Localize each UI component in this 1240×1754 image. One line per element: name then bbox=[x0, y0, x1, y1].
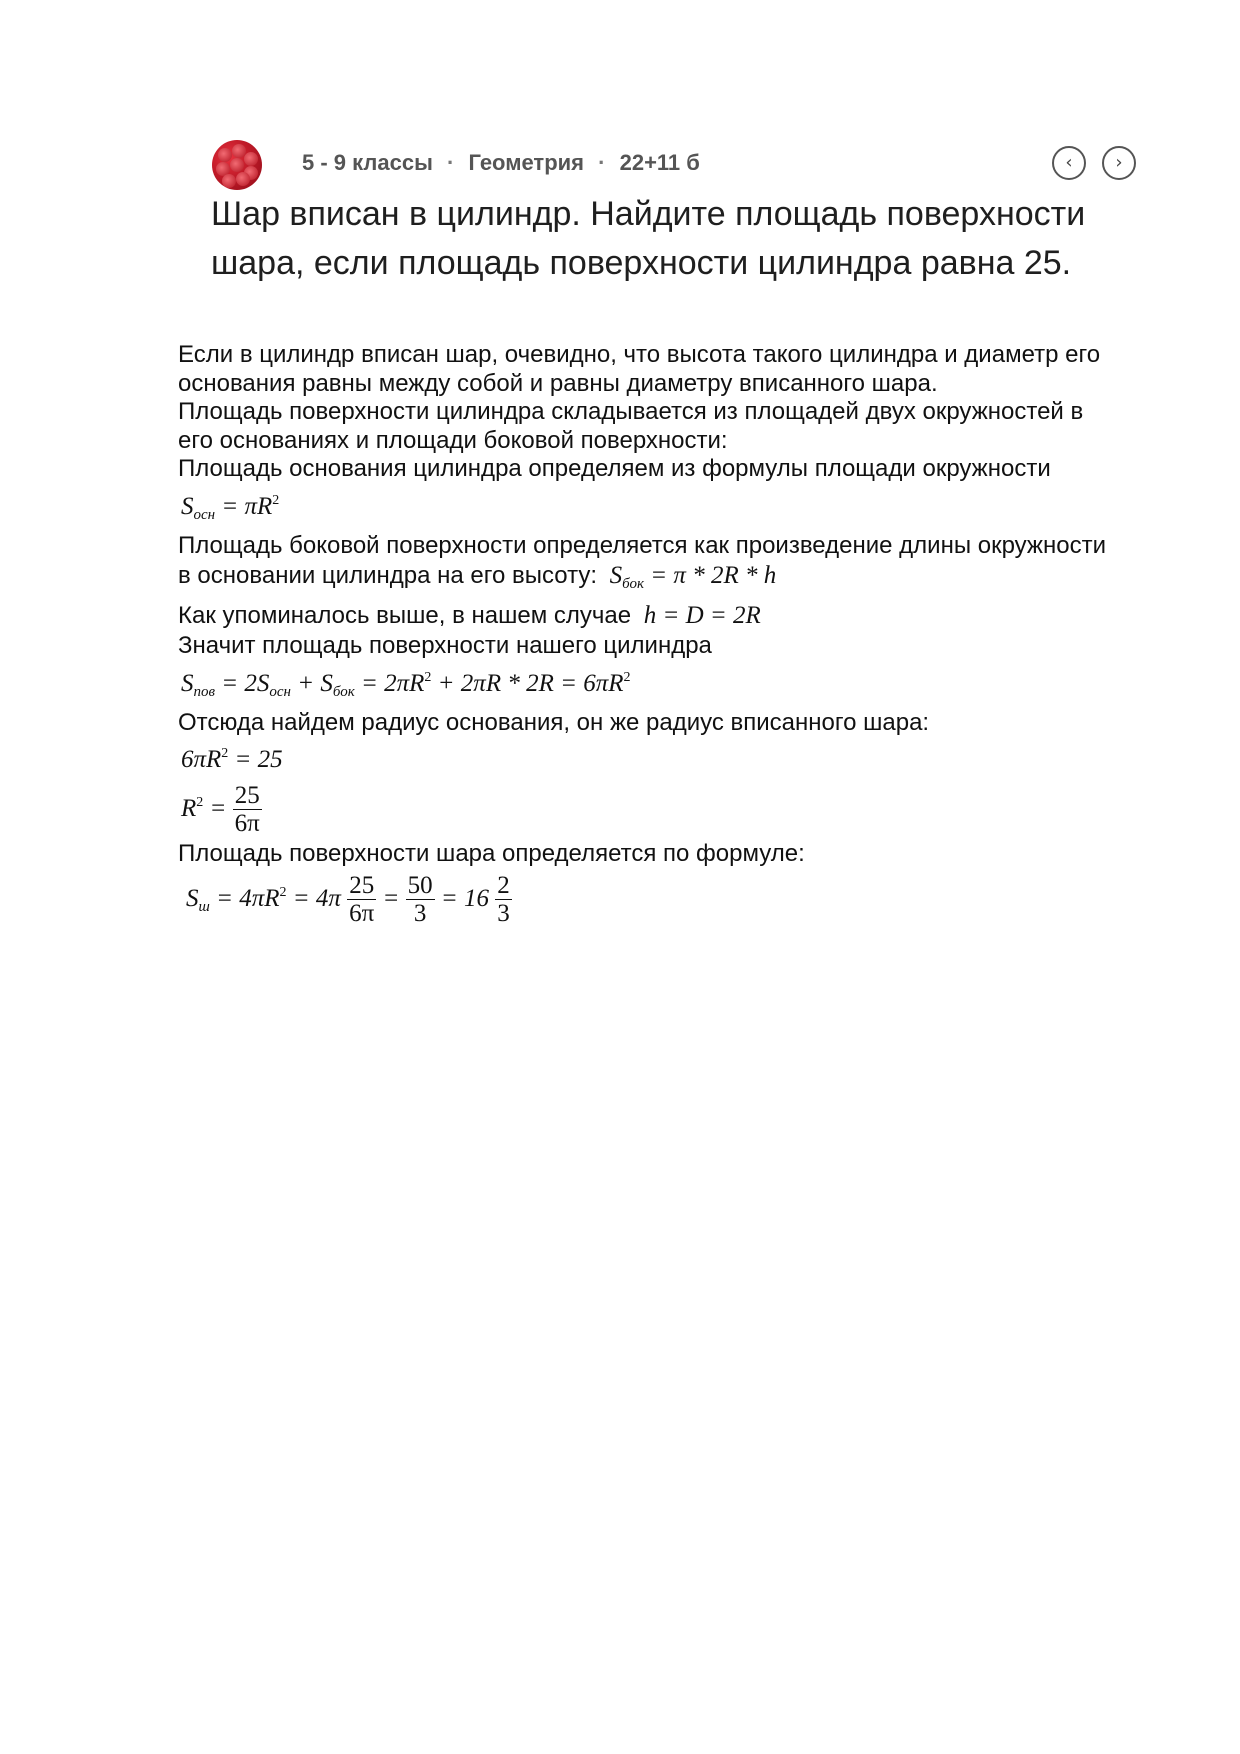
chevron-left-icon: ‹ bbox=[1065, 152, 1073, 173]
answer-text-with-formula: Как упоминалось выше, в нашем случае h = D = 2R bbox=[178, 602, 761, 629]
points-badge: 22+11 б bbox=[619, 150, 700, 175]
chevron-right-icon: › bbox=[1115, 152, 1123, 173]
meta-separator: · bbox=[447, 150, 455, 175]
formula-lateral-area: $S_{бок} = \pi * 2R * h$ bbox=[609, 562, 777, 592]
answer-text: Площадь поверхности цилиндра складывается из площадей двух окружностей в bbox=[178, 398, 1084, 425]
answer-text: Отсюда найдем радиус основания, он же радиус вписанного шара: bbox=[178, 708, 930, 736]
next-question-button[interactable] bbox=[1102, 146, 1136, 180]
grade-link[interactable]: 5 - 9 классы bbox=[302, 150, 433, 175]
answer-text-with-formula: в основании цилиндра на его высоту: $S_{бок} = \pi * 2R * h$ bbox=[178, 562, 777, 592]
answer-text: его основаниях и площади боковой поверхности: bbox=[178, 426, 728, 454]
formula-sphere-surface: $S_ш = 4\pi R^2 = 4\pi$ $\frac{25}{6\pi}$ = $\frac{50}{3}$ = 16 $\frac{2}{3}$ bbox=[186, 871, 510, 927]
formula-equation: $6\pi R^2 = 25$ bbox=[181, 746, 283, 773]
answer-text: Если в цилиндр вписан шар, очевидно, что высота такого цилиндра и диаметр его bbox=[178, 341, 1101, 368]
fraction: $\frac{2}{3}$ bbox=[497, 871, 510, 927]
previous-question-button[interactable] bbox=[1052, 146, 1086, 180]
answer-body bbox=[178, 341, 1178, 928]
formula-radius-squared: $R^2$ = $\frac{25}{6\pi}$ bbox=[181, 782, 260, 837]
answer-text: Площадь боковой поверхности определяется как произведение длины окружности bbox=[178, 531, 1106, 559]
fraction: $\frac{50}{3}$ bbox=[407, 871, 433, 927]
formula-cylinder-surface: $S_{пов} = 2S_{осн} + S_{бок} = 2\pi R^2 + 2\pi R * 2R = 6\pi R^2$ bbox=[181, 669, 631, 700]
fraction: $\frac{25}{6\pi}$ bbox=[234, 782, 260, 837]
answer-text: Значит площадь поверхности нашего цилиндра bbox=[178, 632, 712, 659]
meta-separator: · bbox=[598, 150, 606, 175]
question-meta bbox=[302, 150, 700, 176]
answer-text: основания равны между собой и равны диаметру вписанного шара. bbox=[178, 369, 938, 397]
answer-text: Площадь поверхности шара определяется по формуле: bbox=[178, 840, 805, 867]
question-title: Шар вписан в цилиндр. Найдите площадь поверхности шара, если площадь поверхности цилиндра равна 25. bbox=[211, 195, 1086, 282]
subject-link[interactable]: Геометрия bbox=[468, 150, 585, 175]
question-header bbox=[0, 0, 1240, 335]
fraction: $\frac{25}{6\pi}$ bbox=[349, 871, 375, 927]
avatar[interactable] bbox=[212, 140, 262, 190]
formula-base-area: $S_{осн} = \pi R^2$ bbox=[181, 492, 280, 523]
answer-text: Площадь основания цилиндра определяем из формулы площади окружности bbox=[178, 455, 1051, 482]
formula-height: h = D = 2R bbox=[643, 602, 761, 629]
